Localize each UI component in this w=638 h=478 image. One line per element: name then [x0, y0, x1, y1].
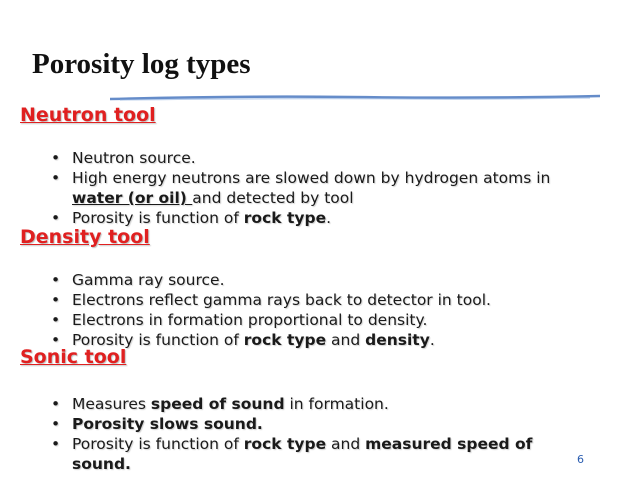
list-item: • Electrons in formation proportional to density. — [48, 310, 588, 330]
list-item: • Neutron source. — [48, 148, 588, 168]
list-item: • Electrons reflect gamma rays back to detector in tool. — [48, 290, 588, 310]
page-number: 6 — [577, 453, 584, 466]
section-heading-sonic: Sonic tool — [20, 346, 127, 368]
title-underline-decoration — [110, 94, 600, 104]
section-heading-neutron: Neutron tool — [20, 104, 156, 126]
list-item: • Porosity is function of rock type and density. — [48, 330, 588, 350]
section-heading-density: Density tool — [20, 226, 150, 248]
list-item: • Porosity is function of rock type. — [48, 208, 588, 228]
list-item: • Porosity is function of rock type and measured speed of sound. — [48, 434, 588, 474]
sonic-bullet-list — [48, 394, 588, 474]
slide-title: Porosity log types — [32, 48, 251, 80]
list-item: • Porosity slows sound. — [48, 414, 588, 434]
neutron-bullet-list — [48, 148, 588, 228]
list-item: • High energy neutrons are slowed down by hydrogen atoms in water (or oil) and detected by tool — [48, 168, 588, 208]
list-item: • Measures speed of sound in formation. — [48, 394, 588, 414]
density-bullet-list — [48, 270, 588, 350]
list-item: • Gamma ray source. — [48, 270, 588, 290]
